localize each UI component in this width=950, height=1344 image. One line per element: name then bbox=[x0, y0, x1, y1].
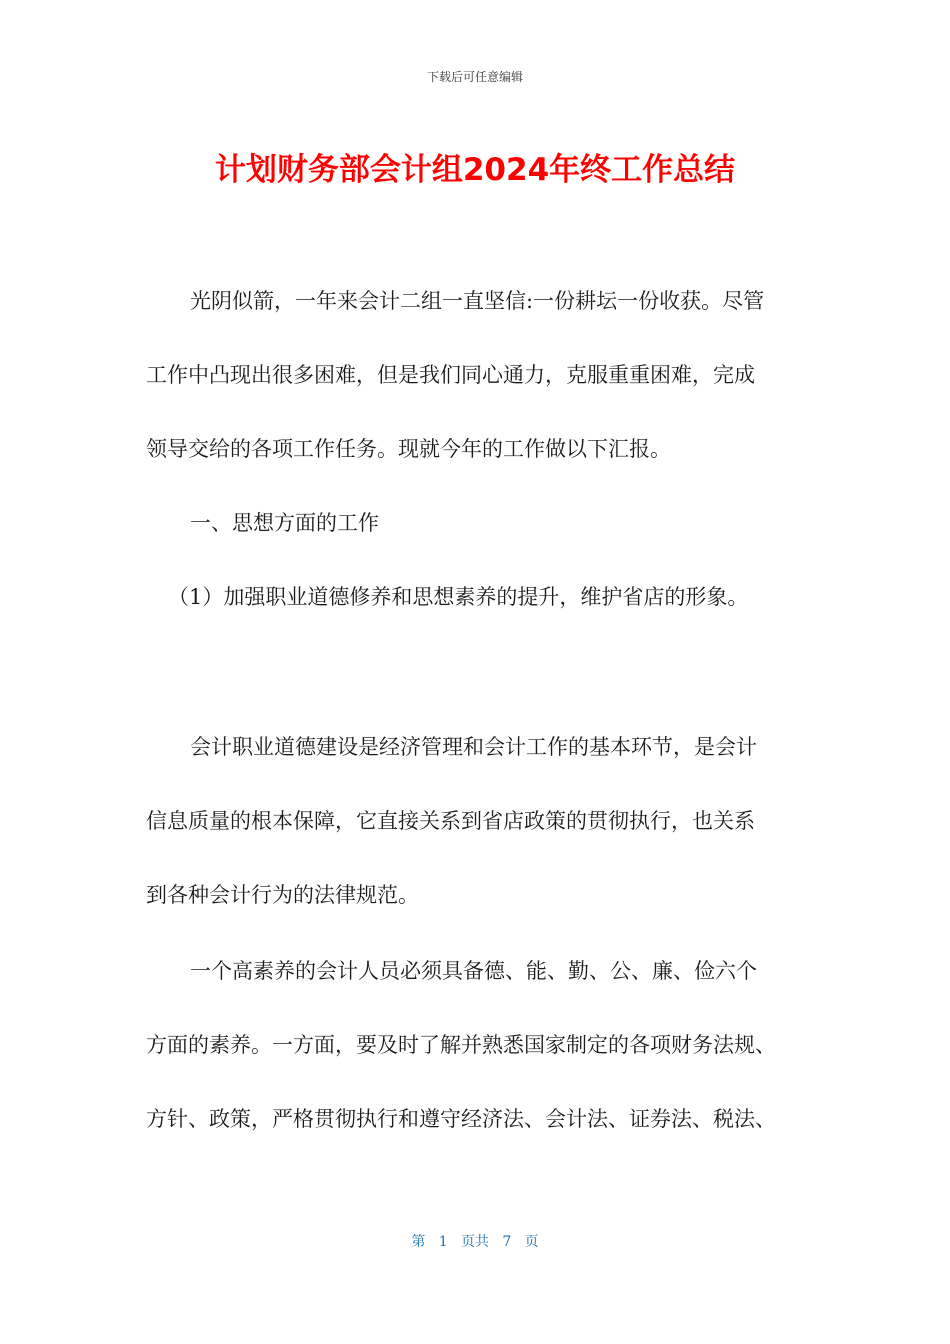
paragraph-line: 方针、政策，严格贯彻执行和遵守经济法、会计法、证券法、税法、 bbox=[146, 1107, 776, 1131]
section-heading: 一、思想方面的工作 bbox=[190, 511, 379, 535]
paragraph-line: 到各种会计行为的法律规范。 bbox=[146, 883, 419, 907]
footer-prefix: 第 bbox=[411, 1234, 426, 1250]
subsection-heading: （1）加强职业道德修养和思想素养的提升，维护省店的形象。 bbox=[168, 585, 749, 609]
document-title: 计划财务部会计组2024年终工作总结 bbox=[214, 152, 736, 188]
footer-suffix: 页 bbox=[524, 1234, 539, 1250]
paragraph-line: 领导交给的各项工作任务。现就今年的工作做以下汇报。 bbox=[146, 437, 671, 461]
paragraph-line: 一个高素养的会计人员必须具备德、能、勤、公、廉、俭六个 bbox=[190, 959, 757, 983]
paragraph-line: 光阴似箭，一年来会计二组一直坚信:一份耕坛一份收获。尽管 bbox=[190, 289, 765, 313]
paragraph-line: 会计职业道德建设是经济管理和会计工作的基本环节，是会计 bbox=[190, 735, 757, 759]
page-footer bbox=[0, 1231, 950, 1251]
current-page-number: 1 bbox=[438, 1234, 448, 1250]
footer-mid: 页共 bbox=[461, 1234, 489, 1250]
paragraph-line: 方面的素养。一方面，要及时了解并熟悉国家制定的各项财务法规、 bbox=[146, 1033, 776, 1057]
paragraph-line: 信息质量的根本保障，它直接关系到省店政策的贯彻执行，也关系 bbox=[146, 809, 755, 833]
paragraph-line: 工作中凸现出很多困难，但是我们同心通力，克服重重困难，完成 bbox=[146, 363, 755, 387]
page-header-note: 下载后可任意编辑 bbox=[426, 70, 523, 84]
total-pages-number: 7 bbox=[502, 1234, 512, 1250]
